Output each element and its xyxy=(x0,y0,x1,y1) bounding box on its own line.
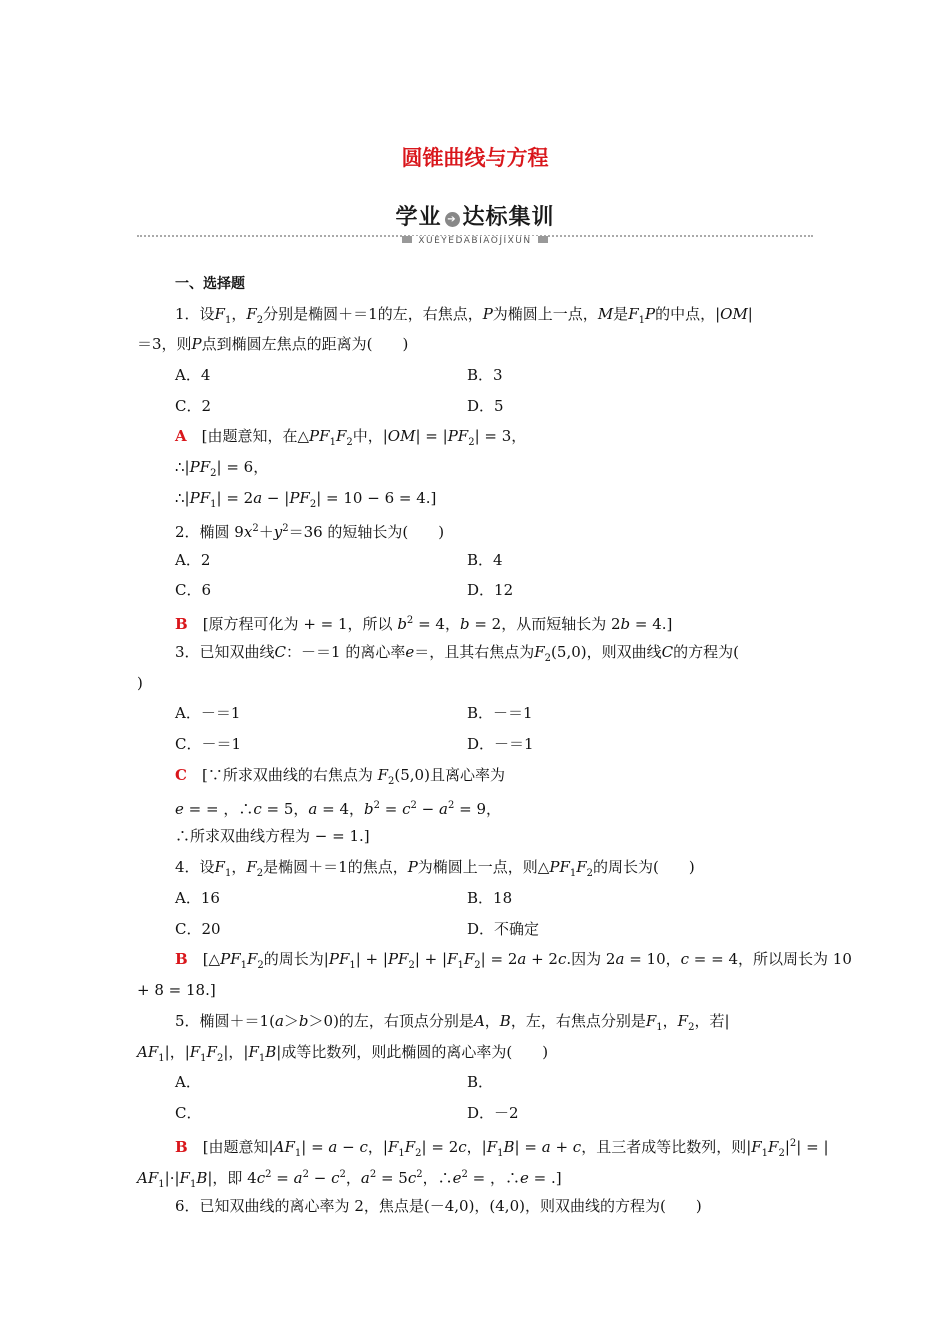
option-c: C．20 xyxy=(175,920,221,938)
banner-heading xyxy=(137,200,813,231)
option-c: C． xyxy=(175,1104,202,1122)
option-c: C．－＝1 xyxy=(175,735,242,753)
question-3: 3．已知双曲线C：－＝1 的离心率e＝，且其右焦点为$F_2(5,0)$，则双曲线C的方程为( xyxy=(175,643,739,664)
option-d: D．5 xyxy=(467,397,504,415)
option-b: B．18 xyxy=(467,889,513,907)
option-b: B． xyxy=(467,1073,494,1091)
solution-1-line2: $\therefore|PF_2| = 6$， xyxy=(175,458,269,479)
option-c: C．2 xyxy=(175,397,212,415)
option-d: D．－＝1 xyxy=(467,735,534,753)
section-heading: 一、选择题 xyxy=(175,276,245,292)
question-3-line2: ) xyxy=(137,674,143,692)
solution-3: C [∵所求双曲线的右焦点为 $F_2(5,0)$且离心率为 xyxy=(175,766,505,787)
solution-1-line3: $\therefore|PF_1| = 2a - |PF_2| = 10 - 6 = 4$.] xyxy=(175,489,437,510)
question-4: 4．设$F_1$，$F_2$是椭圆＋＝1的焦点，P为椭圆上一点，则$\triangle PF_1F_2$的周长为( ) xyxy=(175,858,695,879)
arrow-icon: ➔ xyxy=(445,212,460,227)
solution-5-line2: $AF_1|\cdot|F_1B|$，即 $4c^2 = a^2 - c^2$，$a^2 = 5c^2$，$\therefore e^2$ = ，∴e = .] xyxy=(137,1169,562,1190)
answer-letter: A xyxy=(175,427,187,445)
question-1: 1．设$F_1$，$F_2$分别是椭圆＋＝1的左，右焦点，P为椭圆上一点，M是$F_1P$的中点，|OM| xyxy=(175,305,753,326)
option-a: A．4 xyxy=(175,366,211,384)
banner-right: 达标集训 xyxy=(462,205,555,230)
question-5-line2: $AF_1|$，$|F_1F_2|$，$|F_1B|$成等比数列，则此椭圆的离心率为( ) xyxy=(137,1043,549,1064)
question-5: 5．椭圆＋＝1(a＞b＞0)的左，右顶点分别是A，B，左，右焦点分别是$F_1$，$F_2$，若| xyxy=(175,1012,730,1033)
answer-letter: B xyxy=(175,615,188,633)
question-1-line2: ＝3，则P点到椭圆左焦点的距离为( ) xyxy=(137,335,409,353)
question-6: 6．已知双曲线的离心率为 2，焦点是(－4,0)，(4,0)，则双曲线的方程为( ) xyxy=(175,1197,702,1215)
option-c: C．6 xyxy=(175,581,212,599)
option-a: A． xyxy=(175,1073,201,1091)
question-2: 2．椭圆 $9x^2+y^2=36$ 的短轴长为( ) xyxy=(175,523,445,541)
answer-letter: C xyxy=(175,766,187,784)
solution-4-line2: + 8 = 18.] xyxy=(137,981,216,999)
option-b: B．4 xyxy=(467,551,503,569)
solution-3-line2: e = = ，∴c = 5，a = 4，$b^2 = c^2 - a^2 = 9$， xyxy=(175,800,501,818)
option-a: A．2 xyxy=(175,551,211,569)
option-a: A．16 xyxy=(175,889,220,907)
solution-1: A [由题意知，在$\triangle PF_1F_2$中，$|OM| = |PF_2| = 3$， xyxy=(175,427,527,448)
banner-subtitle xyxy=(137,228,813,247)
block-icon xyxy=(538,236,548,243)
banner-subtitle-text: XUEYEDABIAOJIXUN xyxy=(412,236,537,246)
banner-left: 学业 xyxy=(395,205,442,230)
option-b: B．－＝1 xyxy=(467,704,533,722)
answer-letter: B xyxy=(175,950,188,968)
solution-4: B [$\triangle PF_1F_2$的周长为$|PF_1| + |PF_2| + |F_1F_2| = 2a + 2c$.因为 2a = 10，c = = 4，所以周长为 10 xyxy=(175,950,852,971)
solution-2: B [原方程可化为 + = 1，所以 $b^2 = 4$，b = 2，从而短轴长为 2b = 4.] xyxy=(175,615,673,633)
page-title: 圆锥曲线与方程 xyxy=(401,146,549,170)
option-b: B．3 xyxy=(467,366,503,384)
solution-5: B [由题意知$|AF_1| = a - c$，$|F_1F_2| = 2c$，$|F_1B| = a + c$，且三者成等比数列，则$|F_1F_2|^2|$ = | xyxy=(175,1138,829,1159)
option-d: D．不确定 xyxy=(467,920,540,938)
solution-3-line3: ∴所求双曲线方程为 − = 1.] xyxy=(175,827,370,845)
block-icon xyxy=(402,236,412,243)
option-d: D．12 xyxy=(467,581,514,599)
option-d: D．－2 xyxy=(467,1104,519,1122)
option-a: A．－＝1 xyxy=(175,704,241,722)
section-banner xyxy=(137,198,813,246)
answer-letter: B xyxy=(175,1138,188,1156)
